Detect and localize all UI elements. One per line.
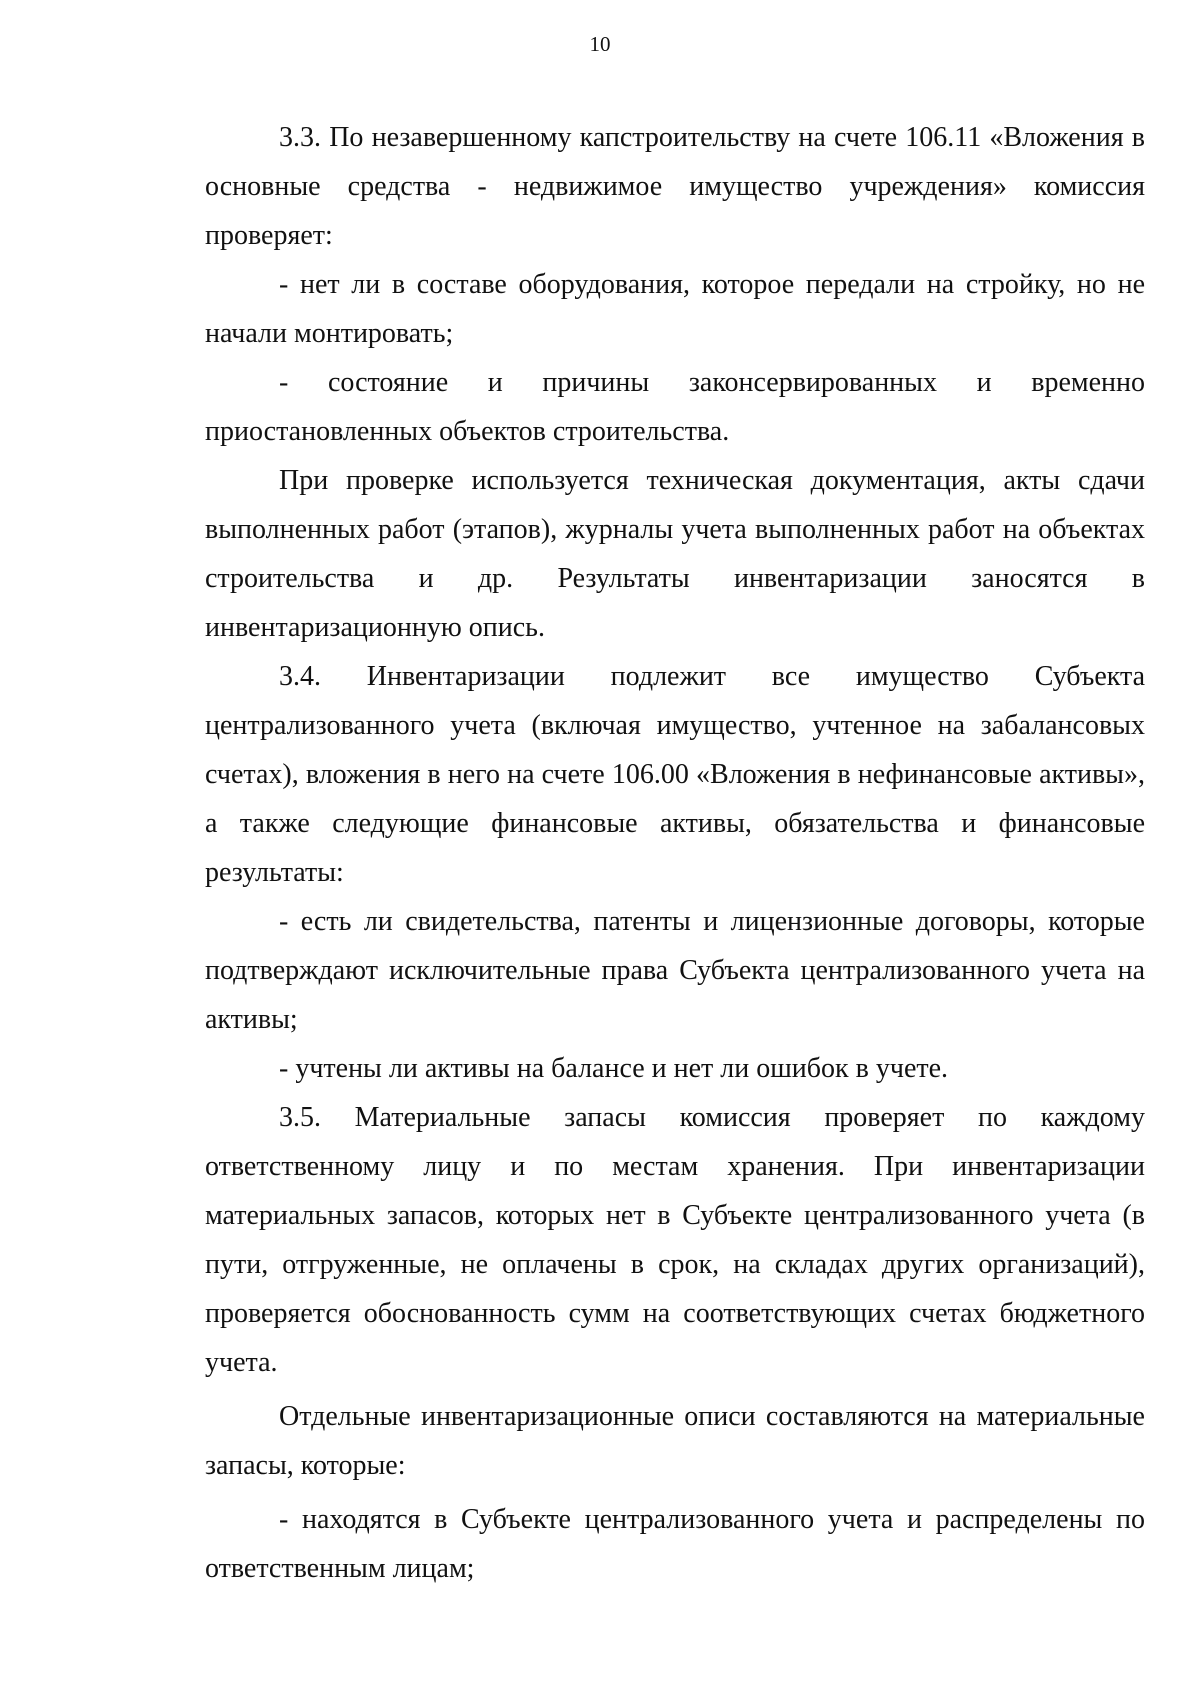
paragraph-documentation: При проверке используется техническая документация, акты сдачи выполненных работ (этапов), журналы учета выполненных работ на объектах строительства и др. Результаты инвентаризации заносятся в инвентаризационную опись. [205,465,1145,643]
list-item-conserved-objects: - состояние и причины законсервированных и временно приостановленных объектов строительства. [205,367,1145,447]
list-item-equipment: - нет ли в составе оборудования, которое передали на стройку, но не начали монтировать; [205,269,1145,349]
list-item-responsible-persons: - находятся в Субъекте централизованного учета и распределены по ответственным лицам; [205,1504,1145,1584]
paragraph-3-3: 3.3. По незавершенному капстроительству на счете 106.11 «Вложения в основные средства - недвижимое имущество учреждения» комиссия проверяет: [205,122,1145,251]
page-number: 10 [589,32,611,56]
list-item-certificates: - есть ли свидетельства, патенты и лицензионные договоры, которые подтверждают исключительные права Субъекта централизованного учета на активы; [205,906,1145,1035]
list-item-balance-check: - учтены ли активы на балансе и нет ли ошибок в учете. [279,1053,949,1084]
paragraph-3-5: 3.5. Материальные запасы комиссия проверяет по каждому ответственному лицу и по местам хранения. При инвентаризации материальных запасов, которых нет в Субъекте централизованного учета (в пути, отгруженные, не оплачены в срок, на складах других организаций), проверяется обоснованность сумм на соответствующих счетах бюджетного учета. [205,1102,1145,1378]
paragraph-separate-inventories: Отдельные инвентаризационные описи составляются на материальные запасы, которые: [205,1401,1145,1481]
paragraph-3-4: 3.4. Инвентаризации подлежит все имущество Субъекта централизованного учета (включая имущество, учтенное на забалансовых счетах), вложения в него на счете 106.00 «Вложения в нефинансовые активы», а также следующие финансовые активы, обязательства и финансовые результаты: [205,661,1145,888]
document-body [205,113,1145,1593]
